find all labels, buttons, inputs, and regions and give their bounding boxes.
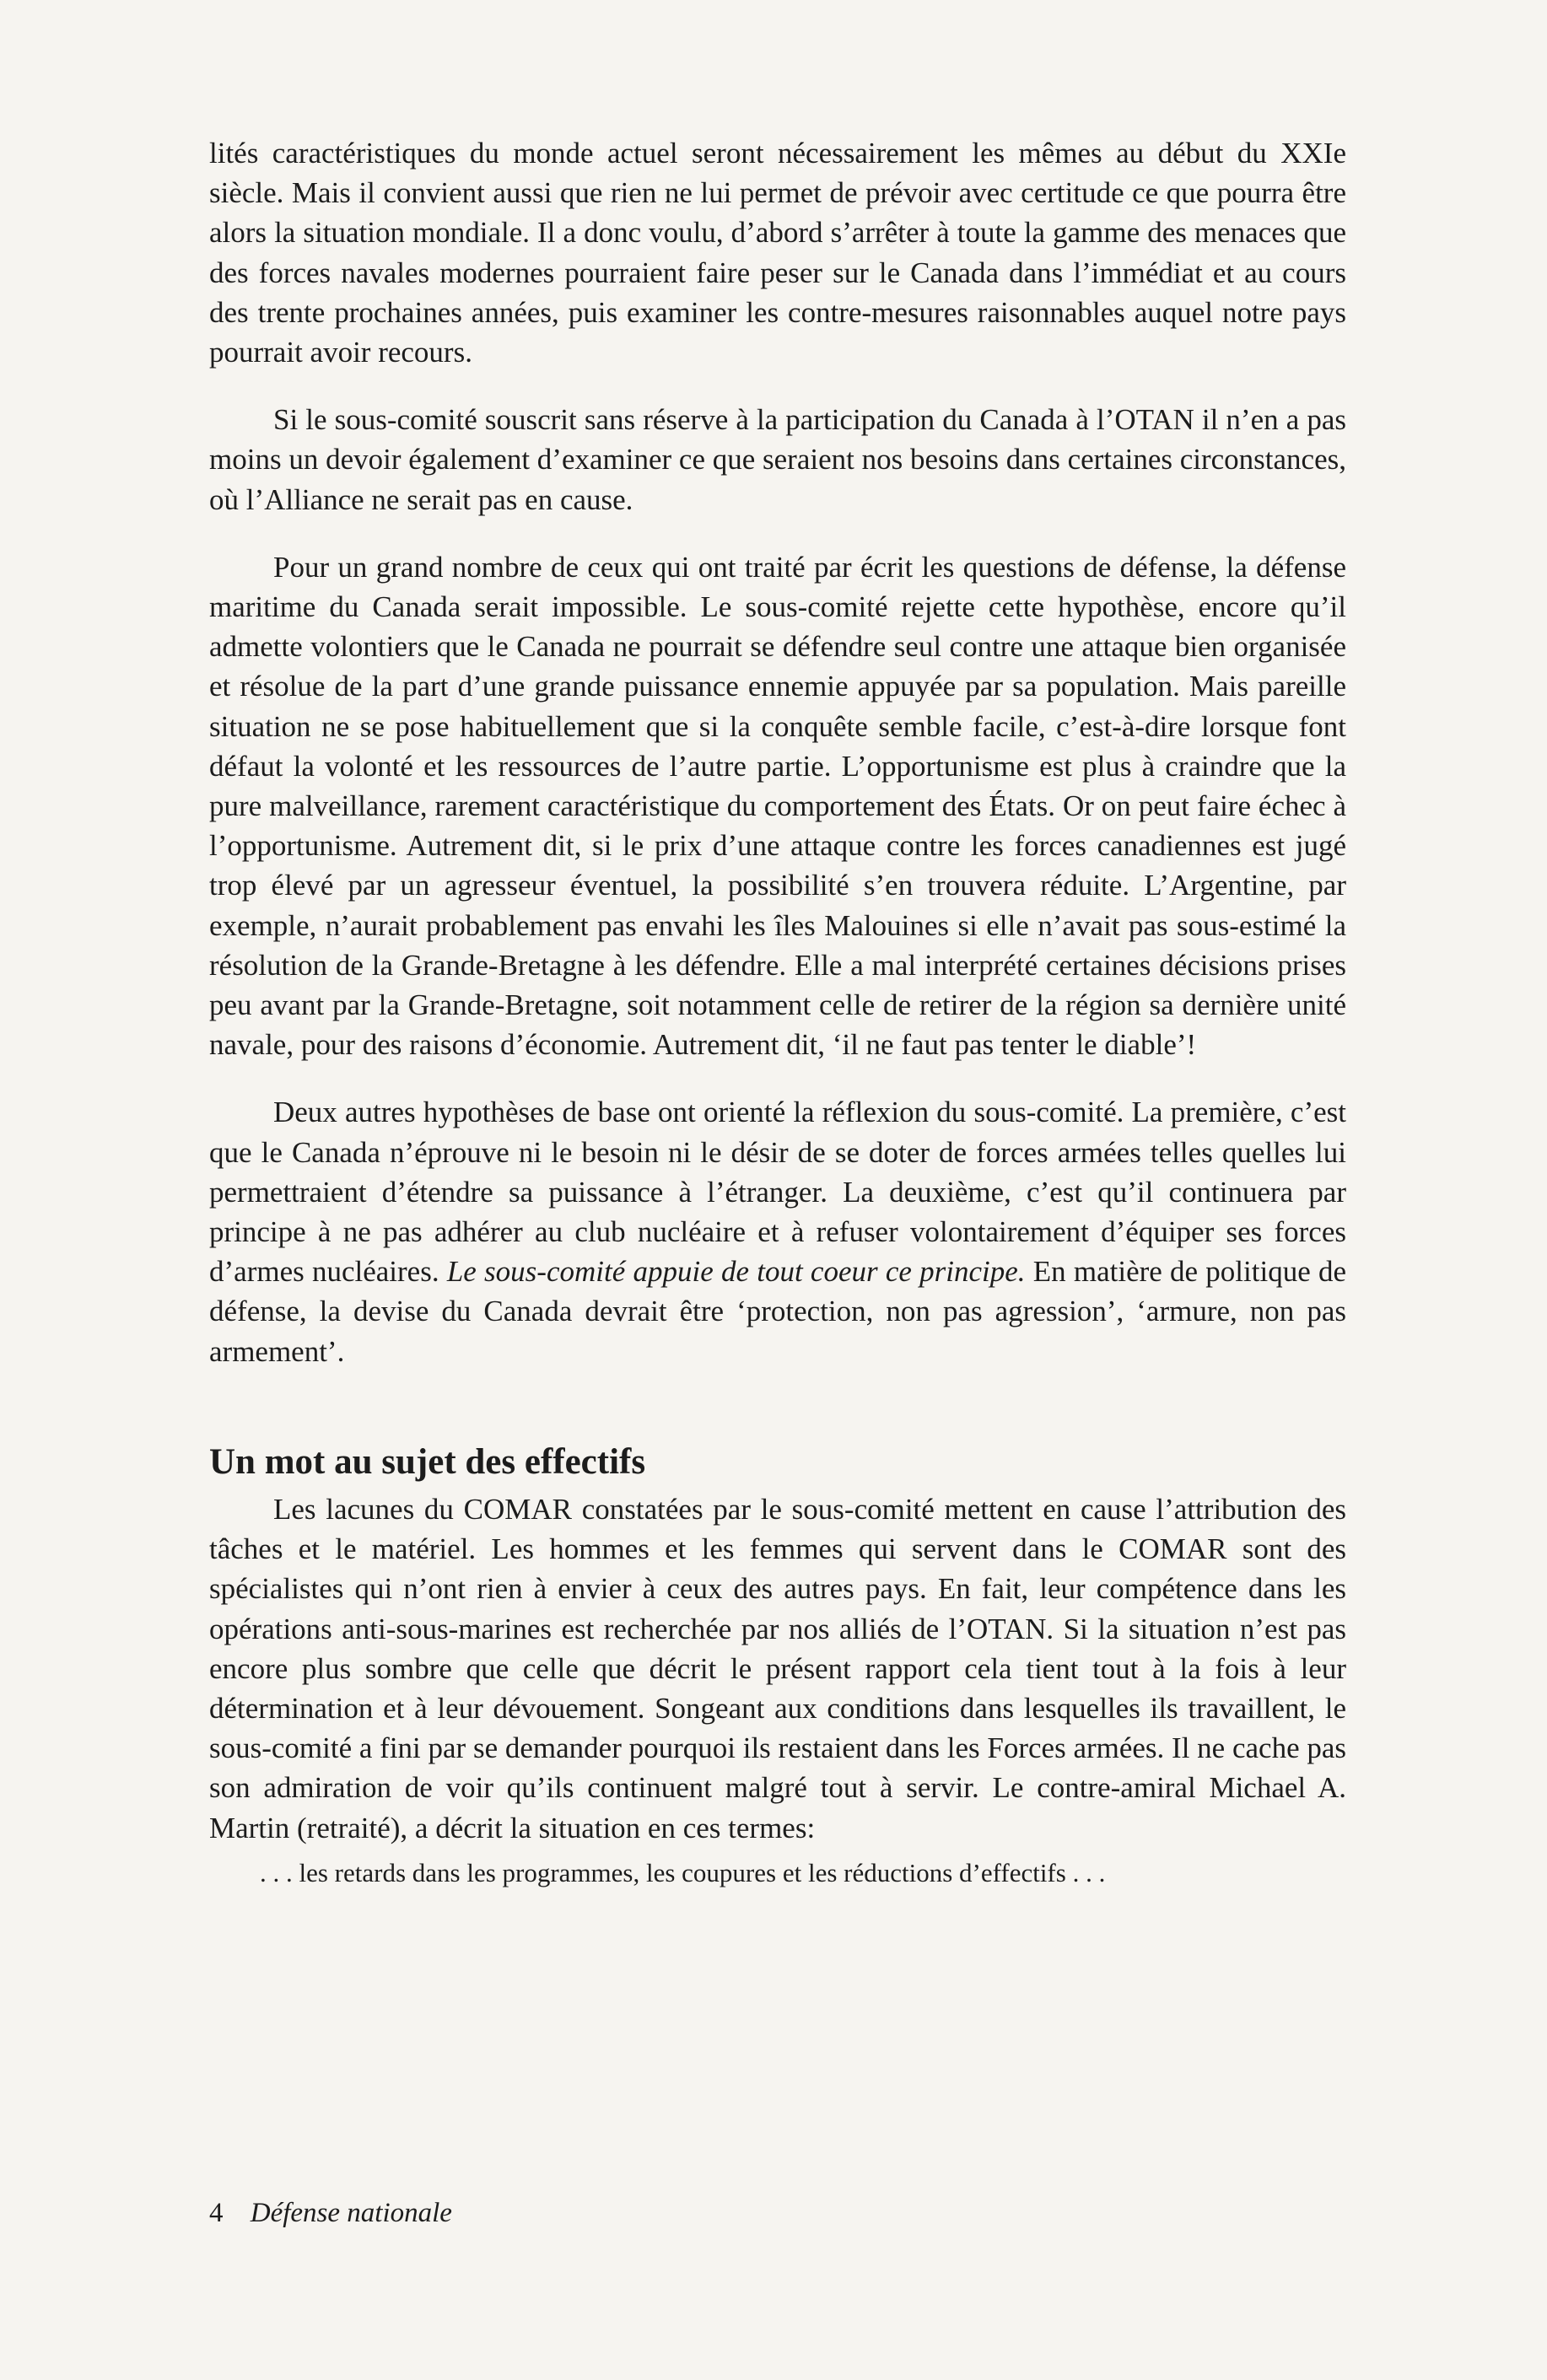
paragraph-4-emphasis: Le sous-comité appuie de tout coeur ce principe. <box>446 1255 1026 1289</box>
quote: . . . les retards dans les programmes, les coupures et les réductions d’effectifs . . . <box>260 1857 1106 1887</box>
paragraph-2: Si le sous-comité souscrit sans réserve à la participation du Canada à l’OTAN il n’en a pas moins un devoir également d’examiner ce que seraient nos besoins dans certaines circonstances, où l’Alliance ne serait pas en cause. <box>209 403 1346 516</box>
section-heading: Un mot au sujet des effectifs <box>209 1441 646 1482</box>
page-content <box>209 133 1346 1892</box>
page-footer <box>209 2194 452 2232</box>
paragraph-4 <box>209 1092 1346 1370</box>
paragraph-3: Pour un grand nombre de ceux qui ont traité par écrit les questions de défense, la défense maritime du Canada serait impossible. Le sous-comité rejette cette hypothèse, encore qu’il admette volontiers que le Canada ne pourrait se défendre seul contre une attaque bien organisée et résolue de la part d’une grande puissance ennemie appuyée par sa population. Mais pareille situation ne se pose habituellement que si la conquête semble facile, c’est-à-dire lorsque font défaut la volonté et les ressources de l’autre partie. L’opportunisme est plus à craindre que la pure malveillance, rarement caractéristique du comportement des États. Or on peut faire échec à l’opportunisme. Autrement dit, si le prix d’une attaque contre les forces canadiennes est jugé trop élevé par un agresseur éventuel, la possibilité s’en trouvera réduite. L’Argentine, par exemple, n’aurait probablement pas envahi les îles Malouines si elle n’avait pas sous-estimé la résolution de la Grande-Bretagne à les défendre. Elle a mal interprété certaines décisions prises peu avant par la Grande-Bretagne, soit notamment celle de retirer de la région sa dernière unité navale, pour des raisons d’économie. Autrement dit, ‘il ne faut pas tenter le diable’! <box>209 550 1346 1062</box>
paragraph-4-text-end: En matière de politique de défense, la devise du Canada devrait être ‘protection, non pas agression’, ‘armure, non pas armement’. <box>209 1255 1347 1368</box>
paragraph-5: Les lacunes du COMAR constatées par le sous-comité mettent en cause l’attribution des tâches et le matériel. Les hommes et les femmes qui servent dans le COMAR sont des spécialistes qui n’ont rien à envier à ceux des autres pays. En fait, leur compétence dans les opérations anti-sous-marines est recherchée par nos alliés de l’OTAN. Si la situation n’est pas encore plus sombre que celle que décrit le présent rapport cela tient tout à la fois à leur détermination et à leur dévouement. Songeant aux conditions dans lesquelles ils travaillent, le sous-comité a fini par se demander pourquoi ils restaient dans les Forces armées. Il ne cache pas son admiration de voir qu’ils continuent malgré tout à servir. Le contre-amiral Michael A. Martin (retraité), a décrit la situation en ces termes: <box>209 1492 1347 1844</box>
publication-title: Défense nationale <box>250 2198 452 2228</box>
paragraph-1: lités caractéristiques du monde actuel seront nécessairement les mêmes au début du XXIe siècle. Mais il convient aussi que rien ne lui permet de prévoir avec certitude ce que pourra être alors la situation mondiale. Il a donc voulu, d’abord s’arrêter à toute la gamme des menaces que des forces navales modernes pourraient faire peser sur le Canada dans l’immédiat et au cours des trente prochaines années, puis examiner les contre-mesures raisonnables auquel notre pays pourrait avoir recours. <box>209 137 1346 369</box>
paragraph-4-text: Deux autres hypothèses de base ont orienté la réflexion du sous-comité. La première, c’est que le Canada n’éprouve ni le besoin ni le désir de se doter de forces armées telles quelles lui permettraient d’étendre sa puissance à l’étranger. La deuxième, c’est qu’il continuera par principe à ne pas adhérer au club nucléaire et à refuser volontairement d’équiper ses forces d’armes nucléaires. <box>209 1096 1346 1289</box>
page-number: 4 <box>209 2198 224 2228</box>
